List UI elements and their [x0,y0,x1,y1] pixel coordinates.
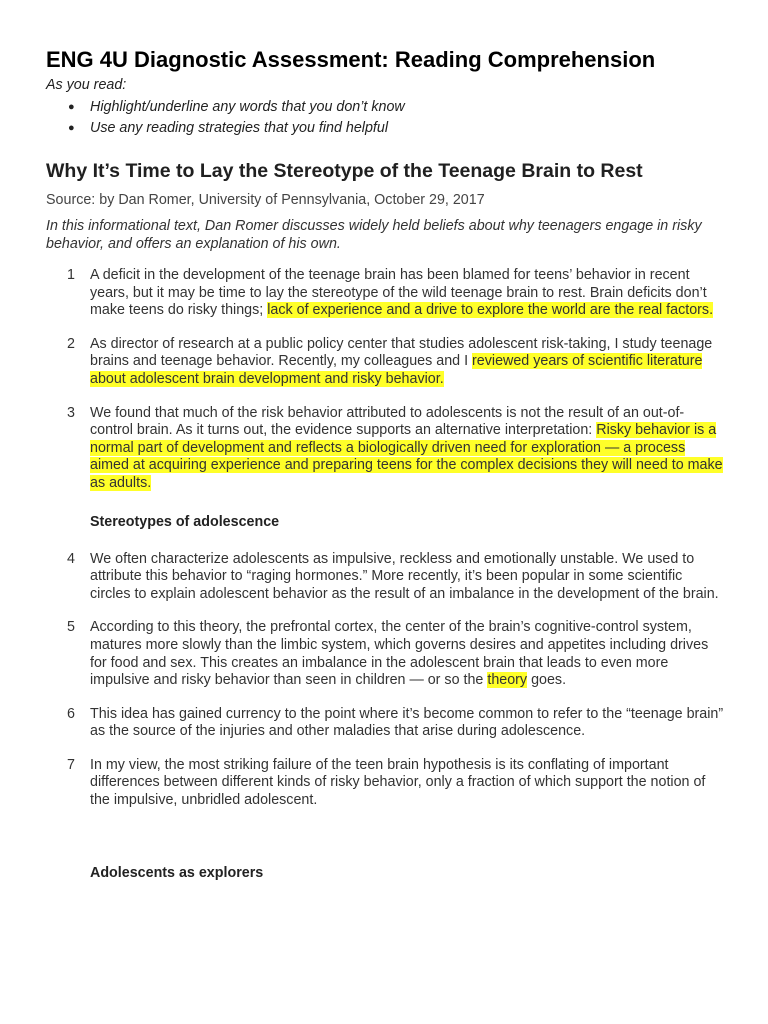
paragraph-number: 4 [67,550,75,567]
paragraph: 3 We found that much of the risk behavior attributed to adolescents is not the result of an out-of-control brain. As it turns out, the evidence supports an alternative interpretation: Risky behavior is a normal part of development and reflects a biologically driven need for exploration — a process aimed at acquiring experience and preparing teens for the complex decisions they will need to make as adults. [67,404,723,491]
bullet-icon: ● [68,101,75,113]
instructions-list [46,97,726,139]
instruction-item: ● Highlight/underline any words that you don’t know [64,97,726,118]
section-heading-explorers: Adolescents as explorers [90,864,264,881]
paragraph: 7 In my view, the most striking failure of the teen brain hypothesis is its conflating of important differences between different kinds of risky behavior, only a fraction of which support the notion of the impulsive, unbridled adolescent. [67,756,706,809]
document-page [46,46,726,882]
paragraph-number: 2 [67,335,75,352]
article-intro: In this informational text, Dan Romer discusses widely held beliefs about why teenagers engage in risky behavior, and offers an explanation of his own. [46,218,702,252]
highlighted-text: theory [487,672,528,689]
as-you-read-label: As you read: [46,77,127,93]
paragraph-list-1 [46,267,726,493]
paragraph: 2 As director of research at a public policy center that studies adolescent risk-taking, I study teenage brains and teenage behavior. Recently, my colleagues and I reviewed years of scientific literature about adolescent brain development and risky behavior. [67,335,713,387]
bullet-icon: ● [68,122,75,134]
highlighted-text: reviewed years of scientific literature about adolescent brain development and risky behavior. [90,353,703,387]
paragraph: 4 We often characterize adolescents as impulsive, reckless and emotionally unstable. We used to attribute this behavior to “raging hormones.” More recently, it’s been popular in some scientific circles to explain adolescent behavior as the result of an imbalance in the development of the brain. [67,550,719,602]
section-heading-stereotypes: Stereotypes of adolescence [90,513,280,530]
paragraph-list-2 [46,551,726,810]
highlighted-text: lack of experience and a drive to explore the world are the real factors. [267,302,714,319]
paragraph-number: 6 [67,705,75,722]
paragraph-number: 5 [67,619,75,636]
document-title: ENG 4U Diagnostic Assessment: Reading Comprehension [46,47,656,72]
instruction-item: ● Use any reading strategies that you find helpful [64,118,726,139]
paragraph: 5 According to this theory, the prefrontal cortex, the center of the brain’s cognitive-control system, matures more slowly than the limbic system, which governs desires and appetites including drives for food and sex. This creates an imbalance in the adolescent brain that leads to even more impulsive and risky behavior than seen in children — or so the theory goes. [67,619,709,689]
paragraph-number: 7 [67,756,75,773]
article-source: Source: by Dan Romer, University of Pennsylvania, October 29, 2017 [46,192,485,208]
highlighted-text: Risky behavior is a normal part of development and reflects a biologically driven need for exploration — a process aimed at acquiring experience and preparing teens for the complex decisions they will need to make as adults. [90,422,723,491]
paragraph: 1 A deficit in the development of the teenage brain has been blamed for teens’ behavior in recent years, but it may be time to lay the stereotype of the wild teenage brain to rest. Brain deficits don’t make teens do risky things; lack of experience and a drive to explore the world are the real factors. [67,267,714,319]
article-title: Why It’s Time to Lay the Stereotype of the Teenage Brain to Rest [46,160,643,182]
paragraph: 6 This idea has gained currency to the point where it’s become common to refer to the “teenage brain” as the source of the injuries and other maladies that arise during adolescence. [67,705,724,740]
paragraph-number: 1 [67,267,75,283]
paragraph-number: 3 [67,404,75,421]
